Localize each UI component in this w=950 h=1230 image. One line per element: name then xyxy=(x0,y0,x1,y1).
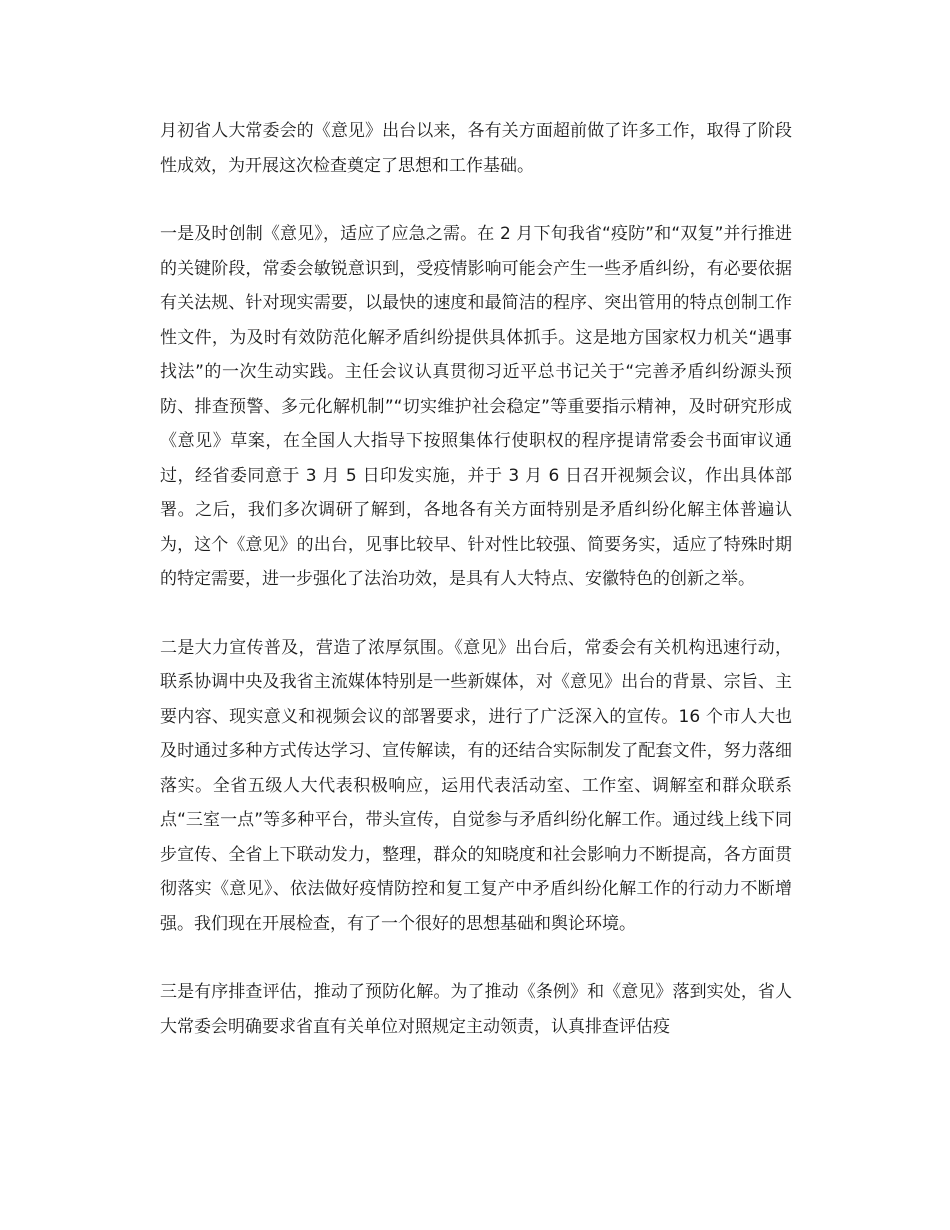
paragraph-point-three: 三是有序排查评估，推动了预防化解。为了推动《条例》和《意见》落到实处，省人大常委会明确要求省直有关单位对照规定主动领责，认真排查评估疫 xyxy=(160,982,792,1037)
paragraph-point-one: 一是及时创制《意见》，适应了应急之需。在 2 月下旬我省“疫防”和“双复”并行推进的关键阶段，常委会敏锐意识到，受疫情影响可能会产生一些矛盾纠纷，有必要依据有关法规、针对现实需要，以最快的速度和最简洁的程序、突出管用的特点创制工作性文件，为及时有效防范化解矛盾纠纷提供具体抓手。这是地方国家权力机关“遇事找法”的一次生动实践。主任会议认真贯彻习近平总书记关于“完善矛盾纠纷源头预防、排查预警、多元化解机制”“切实维护社会稳定”等重要指示精神，及时研究形成《意见》草案，在全国人大指导下按照集体行使职权的程序提请常委会书面审议通过，经省委同意于 3 月 5 日印发实施，并于 3 月 6 日召开视频会议，作出具体部署。之后，我们多次调研了解到，各地各有关方面特别是矛盾纠纷化解主体普遍认为，这个《意见》的出台，见事比较早、针对性比较强、简要务实，适应了特殊时期的特定需要，进一步强化了法治功效，是具有人大特点、安徽特色的创新之举。 xyxy=(160,224,792,589)
document-body xyxy=(160,114,792,1078)
paragraph-intro-continuation: 月初省人大常委会的《意见》出台以来，各有关方面超前做了许多工作，取得了阶段性成效，为开展这次检查奠定了思想和工作基础。 xyxy=(160,121,792,176)
paragraph-point-two: 二是大力宣传普及，营造了浓厚氛围。《意见》出台后，常委会有关机构迅速行动，联系协调中央及我省主流媒体特别是一些新媒体，对《意见》出台的背景、宗旨、主要内容、现实意义和视频会议的部署要求，进行了广泛深入的宣传。16 个市人大也及时通过多种方式传达学习、宣传解读，有的还结合实际制发了配套文件，努力落细落实。全省五级人大代表积极响应，运用代表活动室、工作室、调解室和群众联系点“三室一点”等多种平台，带头宣传，自觉参与矛盾纠纷化解工作。通过线上线下同步宣传、全省上下联动发力，整理，群众的知晓度和社会影响力不断提高，各方面贯彻落实《意见》、依法做好疫情防控和复工复产中矛盾纠纷化解工作的行动力不断增强。我们现在开展检查，有了一个很好的思想基础和舆论环境。 xyxy=(160,637,792,934)
